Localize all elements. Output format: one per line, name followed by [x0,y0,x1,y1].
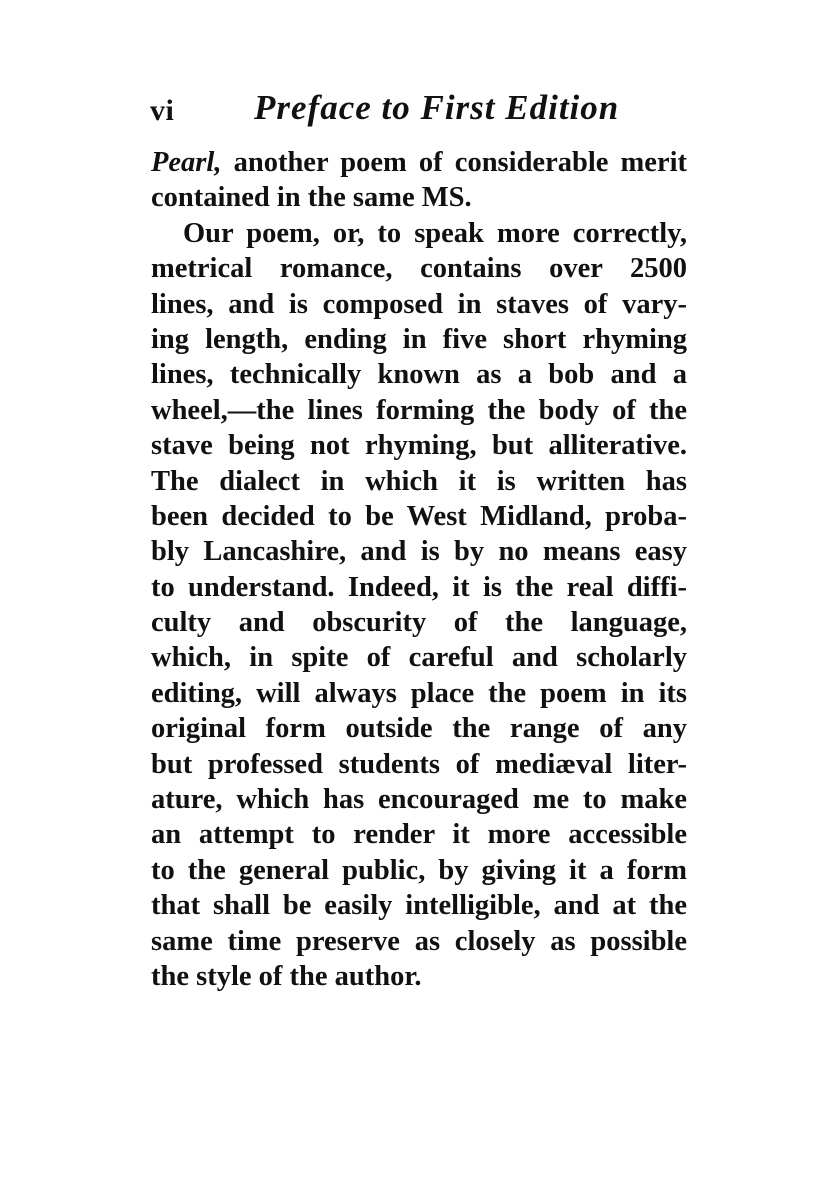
text-line: but professed students of mediæval liter- [151,748,687,780]
text-line: to the general public, by giving it a form [151,854,687,886]
text-line: bly Lancashire, and is by no means easy [151,536,687,568]
text-line: been decided to be West Midland, proba- [151,500,687,532]
text-line: wheel,—the lines forming the body of the [151,394,687,426]
text-line [151,145,687,180]
text-line: to understand. Indeed, it is the real diffi- [151,571,687,603]
text-line: The dialect in which it is written has [151,465,687,497]
text-line: stave being not rhyming, but alliterative. [151,430,687,462]
text-line: metrical romance, contains over 2500 [151,253,687,285]
text-line: which, in spite of careful and scholarly [151,642,687,674]
text-line: ing length, ending in five short rhyming [151,323,687,355]
text-line: same time preserve as closely as possible [151,925,687,957]
text-line: ature, which has encouraged me to make [151,784,687,816]
text-fragment: another poem of considerable merit [221,147,687,178]
body-text [151,145,687,994]
paragraph-first-line: Our poem, or, to speak more correctly, [183,217,687,249]
running-title: Preface to First Edition [254,88,620,127]
text-line: contained in the same MS. [151,182,472,214]
text-line: the style of the author. [151,960,422,992]
text-line: editing, will always place the poem in its [151,677,687,709]
text-line: an attempt to render it more accessible [151,819,687,851]
page-number: vi [150,94,175,127]
page-header [148,88,688,138]
text-line: lines, and is composed in staves of vary- [151,288,687,320]
text-line: culty and obscurity of the language, [151,607,687,639]
text-line: that shall be easily intelligible, and at the [151,890,687,922]
text-line: original form outside the range of any [151,713,687,745]
text-line: lines, technically known as a bob and a [151,359,687,391]
italic-title: Pearl, [151,147,222,178]
